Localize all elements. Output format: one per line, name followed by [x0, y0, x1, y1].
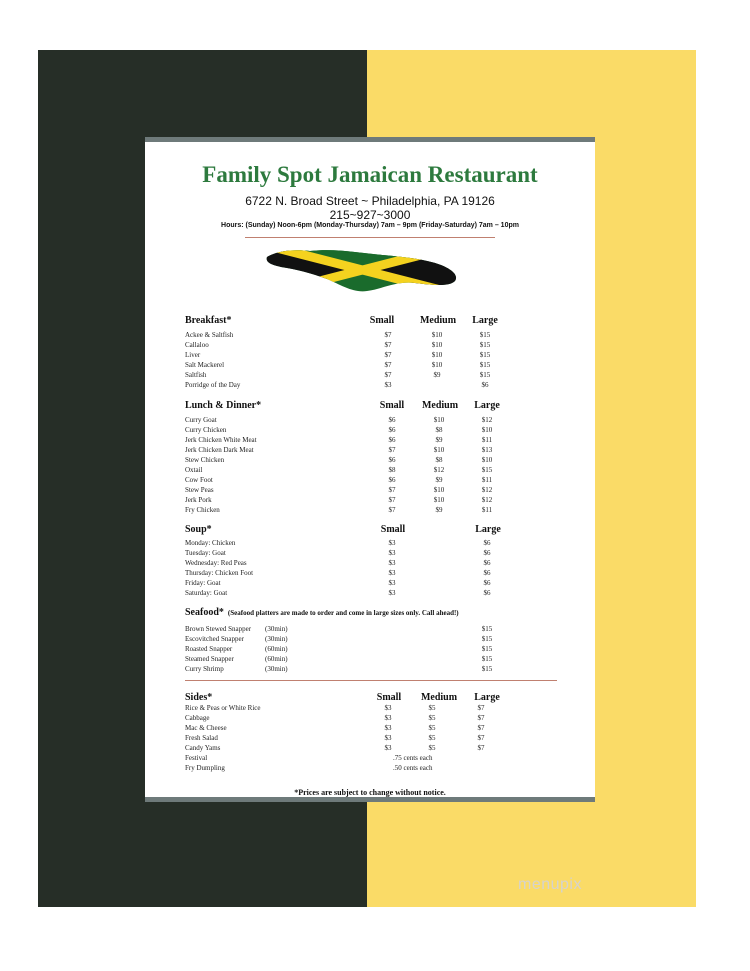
- restaurant-phone: 215~927~3000: [329, 208, 411, 222]
- breakfast-item-price: $10: [431, 341, 443, 349]
- sides-extra-price: .75 cents each: [393, 754, 433, 762]
- breakfast-item-price: $7: [384, 361, 392, 369]
- sides-item-price: $5: [428, 714, 436, 722]
- lunch-item-price: $10: [433, 486, 445, 494]
- lunch-item-name: Cow Foot: [185, 476, 213, 484]
- lunch-item-price: $9: [435, 436, 443, 444]
- seafood-item-name: Brown Stewed Snapper: [185, 625, 252, 633]
- seafood-item-time: (30min): [265, 625, 288, 633]
- sides-extra-name: Festival: [185, 754, 208, 762]
- sides-item-price: $5: [428, 724, 436, 732]
- seafood-item-name: Steamed Snapper: [185, 655, 234, 663]
- lunch-item-price: $7: [388, 506, 396, 514]
- breakfast-item-price: $3: [384, 381, 392, 389]
- jamaica-flag-map-icon: [265, 245, 460, 295]
- breakfast-item-price: $7: [384, 371, 392, 379]
- sides-item-price: $3: [384, 744, 392, 752]
- soup-heading: Soup*: [185, 524, 212, 535]
- breakfast-item-price: $7: [384, 351, 392, 359]
- lunch-item-price: $6: [388, 416, 396, 424]
- soup-item-name: Saturday: Goat: [185, 589, 228, 597]
- breakfast-item-price: $7: [384, 341, 392, 349]
- lunch-item-price: $10: [433, 446, 445, 454]
- breakfast-item-name: Saltfish: [185, 371, 207, 379]
- restaurant-address: 6722 N. Broad Street ~ Philadelphia, PA 19126: [245, 194, 495, 208]
- seafood-title: Seafood*: [185, 607, 224, 618]
- lunch-item-name: Jerk Chicken White Meat: [185, 436, 257, 444]
- seafood-item-time: (60min): [265, 655, 288, 663]
- lunch-col-small: Small: [379, 400, 405, 411]
- lunch-item-price: $10: [481, 456, 493, 464]
- sides-item-name: Mac & Cheese: [185, 724, 227, 732]
- lunch-item-price: $9: [435, 506, 443, 514]
- sides-extra-name: Fry Dumpling: [185, 764, 225, 772]
- lunch-item-price: $12: [481, 416, 493, 424]
- sides-item-price: $7: [477, 744, 485, 752]
- soup-item-name: Tuesday: Goat: [185, 549, 226, 557]
- sides-item-price: $3: [384, 714, 392, 722]
- lunch-heading: Lunch & Dinner*: [185, 400, 262, 411]
- lunch-item-price: $15: [481, 466, 493, 474]
- soup-item-price: $3: [388, 569, 396, 577]
- seafood-item-price: $15: [481, 635, 493, 643]
- breakfast-item-price: $15: [479, 331, 491, 339]
- lunch-item-price: $11: [481, 436, 493, 444]
- sides-col-large: Large: [474, 692, 500, 703]
- lunch-item-price: $12: [481, 496, 493, 504]
- seafood-heading: [185, 607, 459, 618]
- sides-item-price: $7: [477, 724, 485, 732]
- soup-item-price: $6: [483, 539, 491, 547]
- lunch-item-price: $8: [388, 466, 396, 474]
- lunch-item-price: $7: [388, 486, 396, 494]
- breakfast-item-price: $15: [479, 351, 491, 359]
- lunch-item-name: Jerk Pork: [185, 496, 212, 504]
- lunch-item-name: Fry Chicken: [185, 506, 220, 514]
- soup-item-price: $3: [388, 589, 396, 597]
- soup-item-price: $6: [483, 559, 491, 567]
- menu-sheet: [145, 137, 595, 802]
- lunch-item-price: $6: [388, 426, 396, 434]
- lunch-item-price: $8: [435, 456, 443, 464]
- seafood-item-price: $15: [481, 645, 493, 653]
- sides-item-price: $7: [477, 704, 485, 712]
- restaurant-name: Family Spot Jamaican Restaurant: [202, 162, 538, 187]
- breakfast-item-price: $10: [431, 331, 443, 339]
- sides-item-price: $5: [428, 704, 436, 712]
- sides-item-price: $7: [477, 714, 485, 722]
- seafood-item-time: (30min): [265, 665, 288, 673]
- watermark-text: menupix: [518, 876, 582, 893]
- breakfast-item-price: $7: [384, 331, 392, 339]
- lunch-item-price: $11: [481, 476, 493, 484]
- lunch-item-price: $9: [435, 476, 443, 484]
- header-divider: [245, 237, 495, 238]
- breakfast-col-small: Small: [369, 315, 395, 326]
- lunch-item-price: $10: [433, 496, 445, 504]
- breakfast-item-name: Porridge of the Day: [185, 381, 241, 389]
- seafood-item-name: Roasted Snapper: [185, 645, 233, 653]
- sides-heading: Sides*: [185, 692, 213, 703]
- breakfast-item-price: $9: [433, 371, 441, 379]
- seafood-divider: [185, 680, 557, 681]
- restaurant-hours: Hours: (Sunday) Noon-6pm (Monday-Thursday) 7am – 9pm (Friday-Saturday) 7am – 10pm: [221, 222, 519, 229]
- lunch-item-price: $6: [388, 476, 396, 484]
- lunch-item-name: Jerk Chicken Dark Meat: [185, 446, 254, 454]
- breakfast-item-price: $6: [481, 381, 489, 389]
- sides-extra-price: .50 cents each: [393, 764, 433, 772]
- sides-item-price: $3: [384, 724, 392, 732]
- soup-item-price: $3: [388, 559, 396, 567]
- breakfast-item-name: Ackee & Saltfish: [185, 331, 234, 339]
- lunch-item-name: Curry Goat: [185, 416, 217, 424]
- lunch-item-price: $10: [481, 426, 493, 434]
- breakfast-col-large: Large: [472, 315, 498, 326]
- lunch-item-name: Oxtail: [185, 466, 203, 474]
- lunch-item-price: $11: [481, 506, 493, 514]
- lunch-col-medium: Medium: [421, 400, 459, 411]
- sides-item-name: Candy Yams: [185, 744, 221, 752]
- sides-item-price: $3: [384, 704, 392, 712]
- soup-item-price: $3: [388, 579, 396, 587]
- lunch-item-price: $7: [388, 446, 396, 454]
- seafood-item-name: Curry Shrimp: [185, 665, 224, 673]
- breakfast-heading: Breakfast*: [185, 315, 232, 326]
- seafood-note: (Seafood platters are made to order and come in large sizes only. Call ahead!): [227, 609, 459, 617]
- soup-item-price: $6: [483, 549, 491, 557]
- soup-item-name: Friday: Goat: [185, 579, 221, 587]
- soup-item-price: $6: [483, 579, 491, 587]
- sides-col-small: Small: [376, 692, 402, 703]
- sides-col-medium: Medium: [420, 692, 458, 703]
- seafood-item-name: Escovitched Snapper: [185, 635, 244, 643]
- soup-item-price: $3: [388, 539, 396, 547]
- seafood-item-price: $15: [481, 665, 493, 673]
- lunch-item-price: $6: [388, 456, 396, 464]
- breakfast-item-name: Callaloo: [185, 341, 209, 349]
- lunch-item-price: $10: [433, 416, 445, 424]
- breakfast-item-name: Salt Mackerel: [185, 361, 225, 369]
- lunch-item-name: Stew Chicken: [185, 456, 225, 464]
- lunch-item-price: $12: [481, 486, 493, 494]
- breakfast-item-price: $15: [479, 341, 491, 349]
- seafood-item-price: $15: [481, 655, 493, 663]
- breakfast-item-price: $10: [431, 351, 443, 359]
- lunch-item-price: $12: [433, 466, 445, 474]
- lunch-item-name: Curry Chicken: [185, 426, 227, 434]
- lunch-item-price: $8: [435, 426, 443, 434]
- soup-item-price: $3: [388, 549, 396, 557]
- seafood-item-price: $15: [481, 625, 493, 633]
- breakfast-item-price: $15: [479, 361, 491, 369]
- lunch-item-price: $7: [388, 496, 396, 504]
- sides-item-name: Rice & Peas or White Rice: [185, 704, 261, 712]
- soup-item-name: Thursday: Chicken Foot: [185, 569, 254, 577]
- lunch-item-price: $6: [388, 436, 396, 444]
- lunch-item-name: Stew Peas: [185, 486, 214, 494]
- breakfast-col-medium: Medium: [419, 315, 457, 326]
- soup-col-small: Small: [380, 524, 406, 535]
- soup-item-name: Monday: Chicken: [185, 539, 236, 547]
- sides-item-name: Cabbage: [185, 714, 210, 722]
- breakfast-item-name: Liver: [185, 351, 201, 359]
- sides-item-name: Fresh Salad: [185, 734, 218, 742]
- seafood-item-time: (30min): [265, 635, 288, 643]
- breakfast-item-price: $10: [431, 361, 443, 369]
- price-disclaimer: *Prices are subject to change without notice.: [294, 788, 446, 797]
- soup-item-price: $6: [483, 589, 491, 597]
- soup-item-name: Wednesday: Red Peas: [185, 559, 247, 567]
- lunch-col-large: Large: [474, 400, 500, 411]
- sides-item-price: $7: [477, 734, 485, 742]
- sides-item-price: $5: [428, 744, 436, 752]
- sides-item-price: $5: [428, 734, 436, 742]
- lunch-item-price: $13: [481, 446, 493, 454]
- soup-item-price: $6: [483, 569, 491, 577]
- breakfast-item-price: $15: [479, 371, 491, 379]
- seafood-item-time: (60min): [265, 645, 288, 653]
- soup-col-large: Large: [475, 524, 501, 535]
- sides-item-price: $3: [384, 734, 392, 742]
